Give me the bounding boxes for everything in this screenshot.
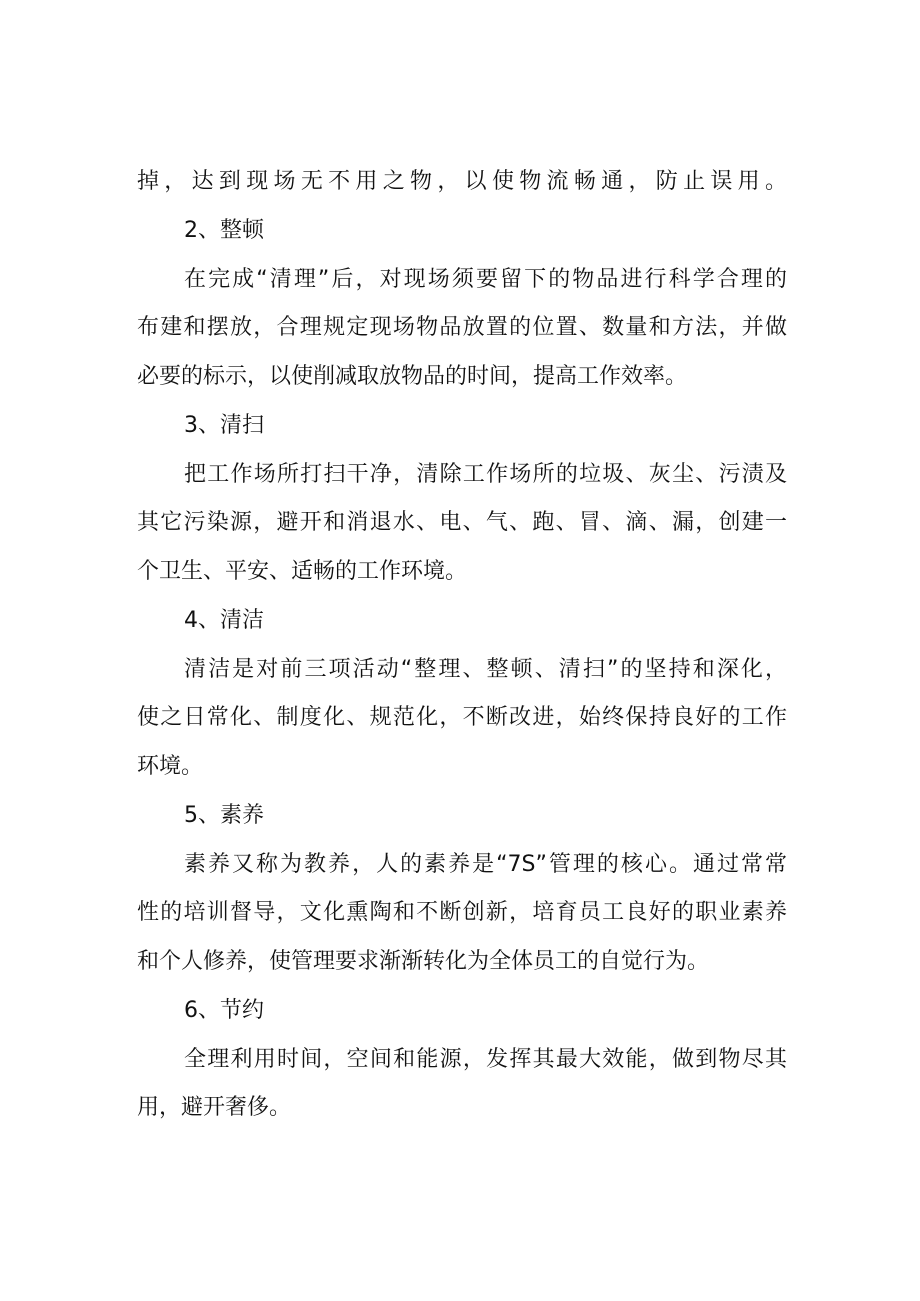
paragraph-line: 必要的标示，以使削减取放物品的时间，提高工作效率。 xyxy=(137,364,688,389)
paragraph-line: 其它污染源，避开和消退水、电、气、跑、冒、滴、漏，创建一 xyxy=(137,510,787,535)
paragraph-line: 在完成“清理”后，对现场须要留下的物品进行科学合理的 xyxy=(184,267,787,292)
section-heading: 2、整顿 xyxy=(184,218,264,243)
paragraph-line: 和个人修养，使管理要求渐渐转化为全体员工的自觉行为。 xyxy=(137,949,710,974)
section-heading: 4、清洁 xyxy=(184,608,264,633)
paragraph-line: 用，避开奢侈。 xyxy=(137,1095,292,1120)
paragraph-line: 素养又称为教养，人的素养是“7S”管理的核心。通过常常 xyxy=(184,852,787,877)
section-heading: 5、素养 xyxy=(184,803,264,828)
paragraph-line: 清洁是对前三项活动“整理、整顿、清扫”的坚持和深化， xyxy=(184,657,787,682)
section-heading: 6、节约 xyxy=(184,998,264,1023)
paragraph-line: 环境。 xyxy=(137,754,204,779)
paragraph-line: 把工作场所打扫干净，清除工作场所的垃圾、灰尘、污渍及 xyxy=(184,462,787,487)
paragraph-line: 性的培训督导，文化熏陶和不断创新，培育员工良好的职业素养 xyxy=(137,900,787,925)
paragraph-line: 全理利用时间，空间和能源，发挥其最大效能，做到物尽其 xyxy=(184,1047,787,1072)
paragraph-line: 布建和摆放，合理规定现场物品放置的位置、数量和方法，并做 xyxy=(137,315,787,340)
paragraph-line: 使之日常化、制度化、规范化，不断改进，始终保持良好的工作 xyxy=(137,705,787,730)
intro-tail-line: 掉，达到现场无不用之物，以使物流畅通，防止误用。 xyxy=(137,169,787,194)
section-heading: 3、清扫 xyxy=(184,413,264,438)
paragraph-line: 个卫生、平安、适畅的工作环境。 xyxy=(137,559,468,584)
